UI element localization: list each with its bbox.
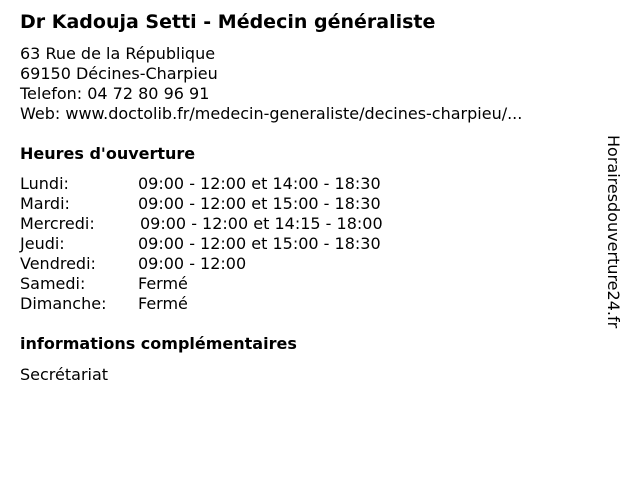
day-label: Dimanche: — [20, 294, 107, 313]
phone-number: Telefon: 04 72 80 96 91 — [20, 84, 210, 103]
hours-value: 09:00 - 12:00 et 14:00 - 18:30 — [138, 174, 381, 193]
day-label: Lundi: — [20, 174, 69, 193]
hours-value: 09:00 - 12:00 et 14:15 - 18:00 — [140, 214, 383, 233]
day-label: Mardi: — [20, 194, 70, 213]
street-address: 63 Rue de la République — [20, 44, 216, 63]
hours-value: 09:00 - 12:00 — [138, 254, 247, 273]
website-link[interactable]: Web: www.doctolib.fr/medecin-generaliste/decines-charpieu/... — [20, 104, 523, 123]
address-block — [20, 44, 522, 124]
hours-value: 09:00 - 12:00 et 15:00 - 18:30 — [138, 194, 381, 213]
day-label: Samedi: — [20, 274, 86, 293]
additional-info-text: Secrétariat — [20, 365, 109, 384]
hours-value: 09:00 - 12:00 et 15:00 - 18:30 — [138, 234, 381, 253]
hours-value: Fermé — [138, 274, 188, 293]
day-label: Vendredi: — [20, 254, 96, 273]
opening-hours-heading: Heures d'ouverture — [20, 144, 196, 163]
city-address: 69150 Décines-Charpieu — [20, 64, 218, 83]
site-watermark: Horairesdouverture24.fr — [604, 135, 623, 329]
day-label: Jeudi: — [20, 234, 65, 253]
additional-info-heading: informations complémentaires — [20, 334, 297, 353]
hours-value: Fermé — [138, 294, 188, 313]
page-title: Dr Kadouja Setti - Médecin généraliste — [20, 11, 436, 33]
day-label: Mercredi: — [20, 214, 95, 233]
